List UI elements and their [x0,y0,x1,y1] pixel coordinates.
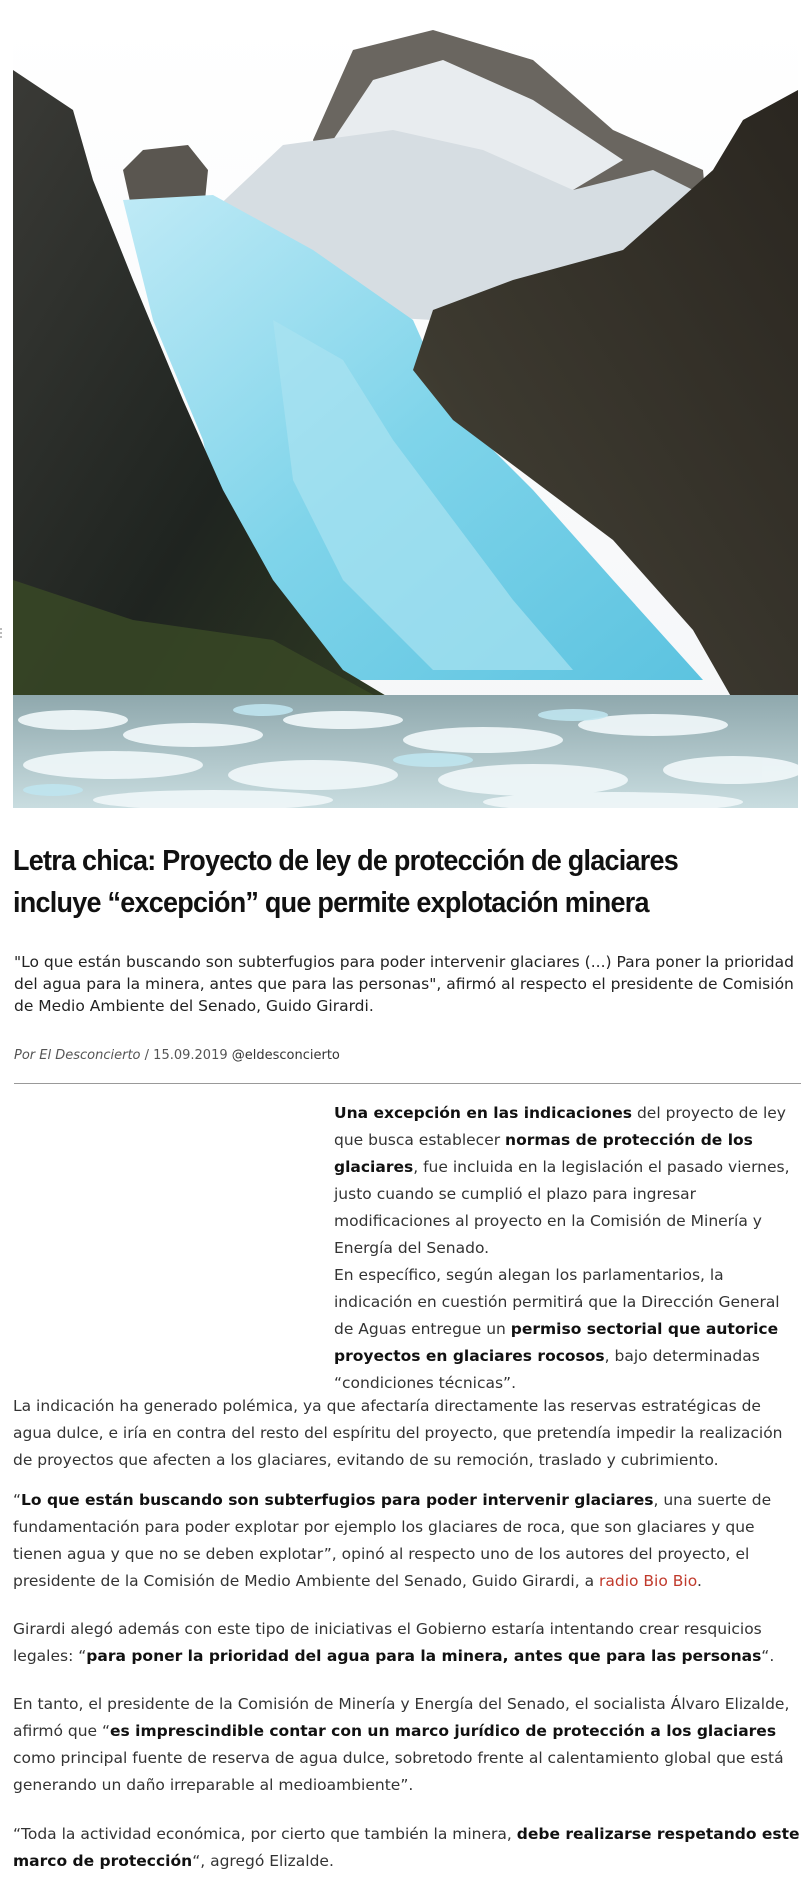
text-run: La indicación ha generado polémica, ya que afectaría directamente las reservas estratégicas de agua dulce, e iría en contra del resto del espíritu del proyecto, que pretendía impedir la realización de proyectos que afecten a los glaciares, evitando de su remoción, traslado y cubrimiento. [13,1397,783,1469]
text-run: , una suerte de fundamentación para poder explotar por ejemplo los glaciares de roca, que son glaciares y que tienen agua y que no se deben explotar”, opinó al respecto uno de los autores del proyecto, el presidente de la Comisión de Medio Ambiente del Senado, Guido Girardi, a [13,1491,772,1590]
text-run: , fue incluida en la legislación el pasado viernes, justo cuando se cumplió el plazo para ingresar modificaciones al proyecto en la Comisión de Minería y Energía del Senado. [334,1158,790,1257]
byline-handle[interactable]: @eldesconcierto [231,1048,340,1063]
hero-image [13,20,798,808]
byline [14,1048,340,1063]
article-title: Letra chica: Proyecto de ley de protección de glaciares incluye “excepción” que permite explotación minera [13,845,679,919]
emphasis: Lo que están buscando son subterfugios para poder intervenir glaciares [21,1491,654,1509]
text-run: . [696,1572,702,1590]
byline-author[interactable]: El Desconcierto [39,1048,141,1063]
divider [14,1083,801,1084]
paragraph-3 [13,1393,801,1474]
text-run: “, agregó Elizalde. [192,1852,334,1870]
article-lead: "Lo que están buscando son subterfugios para poder intervenir glaciares (...) Para poner la prioridad del agua para la minera, antes que para las personas", afirmó al respecto el presidente de Comisión de Medio Ambiente del Senado, Guido Girardi. [14,953,794,1015]
text-run: “Toda la actividad económica, por cierto que también la minera, [13,1825,517,1843]
text-run: En específico, según alegan los parlamentarios, la indicación en cuestión permitirá que la Dirección General de Aguas entregue un [334,1266,780,1338]
text-run: “ [13,1491,22,1509]
paragraph-6 [13,1691,801,1799]
edge-marker [0,628,5,638]
byline-date: 15.09.2019 [153,1048,228,1063]
emphasis: Una excepción en las indicaciones [334,1104,633,1122]
paragraph-7 [13,1821,801,1875]
text-run: Girardi alegó además con este tipo de iniciativas el Gobierno estaría intentando crear resquicios legales: “ [13,1620,762,1665]
ad-slot [14,1100,314,1370]
text-run: , bajo determinadas “condiciones técnicas”. [334,1347,760,1392]
text-run: del proyecto de ley que busca establecer [334,1104,786,1149]
byline-prefix: Por [14,1048,36,1063]
emphasis: es imprescindible contar con un marco jurídico de protección a los glaciares [110,1722,777,1740]
emphasis: normas de protección de los glaciares [334,1131,753,1176]
emphasis: debe realizarse respetando este marco de protección [13,1825,800,1870]
text-run: En tanto, el presidente de la Comisión de Minería y Energía del Senado, el socialista Álvaro Elizalde, afirmó que “ [13,1695,790,1740]
byline-separator: / [140,1048,154,1063]
paragraph-5 [13,1616,801,1670]
radio-bio-bio-link[interactable]: radio Bio Bio [599,1572,697,1590]
paragraph-2 [334,1262,800,1397]
paragraph-4 [13,1487,801,1595]
emphasis: permiso sectorial que autorice proyectos en glaciares rocosos [334,1320,779,1365]
emphasis: para poner la prioridad del agua para la minera, antes que para las personas [86,1647,762,1665]
paragraph-1 [334,1100,800,1262]
text-run: como principal fuente de reserva de agua dulce, sobretodo frente al calentamiento global que está generando un daño irreparable al medioambiente”. [13,1749,784,1794]
text-run: “. [761,1647,775,1665]
